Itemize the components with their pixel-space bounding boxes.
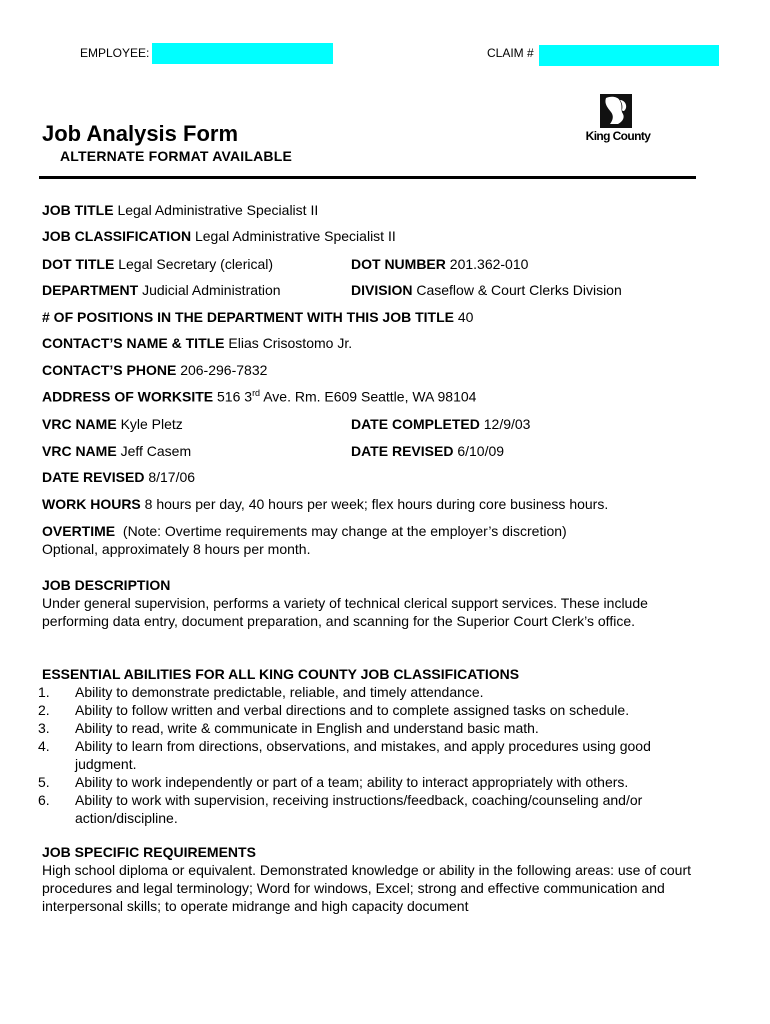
- date-completed-field: DATE COMPLETED 12/9/03: [351, 416, 531, 432]
- job-description-text: Under general supervision, performs a variety of technical clerical support services. These include performing data entry, document preparation, and scanning for the Superior Court Clerk’s office.: [42, 595, 648, 629]
- employee-label: EMPLOYEE:: [80, 46, 150, 60]
- king-county-logo: [585, 92, 651, 152]
- job-specific-text: High school diploma or equivalent. Demonstrated knowledge or ability in the following areas: use of court procedures and legal terminology; Word for windows, Excel; strong and effective communication and interpersonal skills; to operate midrange and high capacity document: [42, 862, 692, 914]
- list-item: 6. Ability to work with supervision, receiving instructions/feedback, coaching/counseling and/or action/discipline.: [38, 792, 643, 826]
- list-item: 3. Ability to read, write & communicate in English and understand basic math.: [38, 720, 539, 736]
- overtime-field: OVERTIME (Note: Overtime requirements may change at the employer’s discretion) Optional, approximately 8 hours per month.: [42, 523, 567, 557]
- job-description-section: [42, 576, 702, 630]
- job-specific-section: [42, 843, 702, 915]
- list-item: 4. Ability to learn from directions, observations, and mistakes, and apply procedures using good judgment.: [38, 738, 651, 772]
- form-title: Job Analysis Form: [42, 121, 239, 146]
- vrc-name-1-field: VRC NAME Kyle Pletz: [42, 416, 183, 432]
- dot-number-field: DOT NUMBER 201.362-010: [351, 256, 529, 272]
- contact-name-field: CONTACT’S NAME & TITLE Elias Crisostomo Jr.: [42, 335, 353, 351]
- list-item: 5. Ability to work independently or part of a team; ability to interact appropriately with others.: [38, 774, 629, 790]
- logo-text: King County: [585, 129, 651, 143]
- list-item: 2. Ability to follow written and verbal directions and to complete assigned tasks on schedule.: [38, 702, 630, 718]
- dot-title-field: DOT TITLE Legal Secretary (clerical): [42, 256, 274, 272]
- list-item: 1. Ability to demonstrate predictable, reliable, and timely attendance.: [38, 684, 484, 700]
- job-description-heading: JOB DESCRIPTION: [42, 577, 171, 593]
- title-divider: [39, 176, 696, 179]
- king-county-logo-icon: [596, 92, 636, 130]
- department-field: DEPARTMENT Judicial Administration: [42, 282, 281, 298]
- date-revised-1-field: DATE REVISED 6/10/09: [351, 443, 505, 459]
- employee-field[interactable]: [152, 43, 333, 64]
- job-classification-field: JOB CLASSIFICATION Legal Administrative Specialist II: [42, 228, 396, 244]
- address-field: ADDRESS OF WORKSITE 516 3rd Ave. Rm. E609 Seattle, WA 98104: [42, 388, 477, 405]
- claim-field[interactable]: [539, 45, 719, 66]
- essential-abilities-section: [38, 665, 702, 827]
- division-field: DIVISION Caseflow & Court Clerks Division: [351, 282, 622, 298]
- positions-field: # OF POSITIONS IN THE DEPARTMENT WITH THIS JOB TITLE 40: [42, 309, 474, 325]
- form-subtitle: ALTERNATE FORMAT AVAILABLE: [60, 148, 293, 164]
- contact-phone-field: CONTACT’S PHONE 206-296-7832: [42, 362, 268, 378]
- work-hours-field: WORK HOURS 8 hours per day, 40 hours per week; flex hours during core business hours.: [42, 496, 609, 512]
- date-revised-2-field: DATE REVISED 8/17/06: [42, 469, 196, 485]
- job-title-field: JOB TITLE Legal Administrative Specialist II: [42, 202, 319, 218]
- vrc-name-2-field: VRC NAME Jeff Casem: [42, 443, 192, 459]
- essential-abilities-heading: ESSENTIAL ABILITIES FOR ALL KING COUNTY JOB CLASSIFICATIONS: [42, 666, 520, 682]
- job-specific-heading: JOB SPECIFIC REQUIREMENTS: [42, 844, 256, 860]
- claim-label: CLAIM #: [487, 46, 534, 60]
- abilities-list: [38, 683, 702, 827]
